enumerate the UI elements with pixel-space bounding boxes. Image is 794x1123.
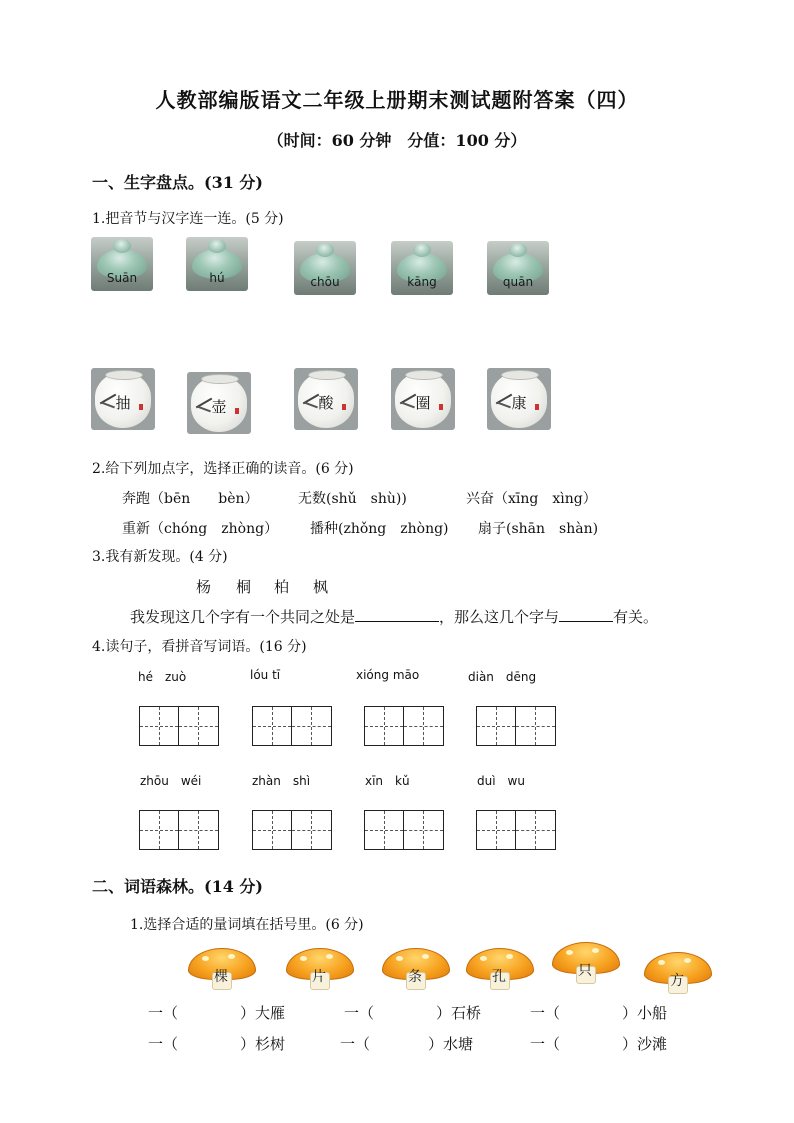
reading-choice[interactable]: 兴奋（xīng xìng） bbox=[466, 491, 597, 507]
jar-card[interactable] bbox=[294, 368, 358, 430]
lid-knob bbox=[316, 243, 334, 257]
q1-label: 1.把音节与汉字连一连。(5 分) bbox=[92, 211, 284, 227]
grid-cell[interactable] bbox=[365, 811, 404, 849]
q3-char: 桐 bbox=[236, 578, 252, 596]
q3-char: 杨 bbox=[196, 578, 212, 596]
q3-label: 3.我有新发现。(4 分) bbox=[92, 549, 228, 565]
reading-choice[interactable]: 重新（chóng zhòng） bbox=[122, 521, 279, 537]
section2-heading: 二、词语森林。(14 分) bbox=[92, 877, 263, 896]
measure-word: 条 bbox=[408, 969, 422, 985]
lid-pinyin: kāng bbox=[407, 275, 437, 289]
pinyin-prompt: duì wu bbox=[477, 774, 525, 788]
q2-label: 2.给下列加点字，选择正确的读音。(6 分) bbox=[92, 461, 354, 477]
grid-cell[interactable] bbox=[179, 707, 218, 745]
fill-item bbox=[530, 1033, 667, 1054]
fill-prefix: 一（ bbox=[530, 1004, 561, 1022]
measure-word: 片 bbox=[312, 969, 326, 985]
q3-char: 柏 bbox=[274, 578, 290, 596]
fill-suffix: ）沙滩 bbox=[622, 1035, 668, 1053]
jar-character: 康 bbox=[511, 394, 527, 412]
measure-word-mushroom[interactable] bbox=[466, 948, 532, 990]
grid-cell[interactable] bbox=[179, 811, 218, 849]
measure-word: 方 bbox=[670, 973, 684, 989]
page-title: 人教部编版语文二年级上册期末测试题附答案（四） bbox=[155, 88, 639, 112]
q3-sentence-part: 有关。 bbox=[613, 608, 659, 626]
measure-word-mushroom[interactable] bbox=[286, 948, 352, 990]
lid-knob bbox=[413, 243, 431, 257]
writing-grid[interactable] bbox=[476, 706, 556, 746]
fill-suffix: ）杉树 bbox=[240, 1035, 286, 1053]
fill-suffix: ）大雁 bbox=[240, 1004, 286, 1022]
fill-prefix: 一（ bbox=[340, 1035, 371, 1053]
grid-cell[interactable] bbox=[477, 811, 516, 849]
grid-cell[interactable] bbox=[516, 811, 555, 849]
writing-grid[interactable] bbox=[476, 810, 556, 850]
writing-grid[interactable] bbox=[252, 706, 332, 746]
q3-answer-blank[interactable] bbox=[559, 607, 613, 622]
pinyin-prompt: diàn dēng bbox=[468, 670, 537, 684]
writing-grid[interactable] bbox=[139, 810, 219, 850]
fill-prefix: 一（ bbox=[344, 1004, 375, 1022]
grid-cell[interactable] bbox=[404, 811, 443, 849]
q3-sentence-part: ，那么这几个字与 bbox=[439, 608, 560, 626]
reading-choice[interactable]: 扇子(shān shàn) bbox=[478, 521, 599, 537]
reading-choice[interactable]: 奔跑（bēn bèn） bbox=[122, 491, 259, 507]
measure-word-mushroom[interactable] bbox=[552, 942, 618, 984]
lid-card[interactable] bbox=[487, 241, 549, 295]
fill-item bbox=[344, 1002, 481, 1023]
jar-character: 酸 bbox=[318, 394, 334, 412]
fill-suffix: ）石桥 bbox=[436, 1004, 482, 1022]
lid-card[interactable] bbox=[294, 241, 356, 295]
q3-sentence-part: 我发现这几个字有一个共同之处是 bbox=[130, 608, 356, 626]
fill-suffix: ）小船 bbox=[622, 1004, 668, 1022]
lid-knob bbox=[113, 239, 131, 253]
writing-grid[interactable] bbox=[252, 810, 332, 850]
pinyin-prompt: lóu tī bbox=[250, 668, 281, 682]
lid-card[interactable] bbox=[391, 241, 453, 295]
lid-knob bbox=[509, 243, 527, 257]
q3-answer-blank[interactable] bbox=[355, 607, 439, 622]
pinyin-prompt: hé zuò bbox=[138, 670, 187, 684]
measure-word: 只 bbox=[578, 963, 592, 979]
section1-heading: 一、生字盘点。(31 分) bbox=[92, 173, 263, 192]
fill-prefix: 一（ bbox=[530, 1035, 561, 1053]
q3-sentence bbox=[130, 606, 658, 627]
measure-word: 孔 bbox=[492, 969, 506, 985]
lid-pinyin: chōu bbox=[310, 275, 340, 289]
grid-cell[interactable] bbox=[404, 707, 443, 745]
grid-cell[interactable] bbox=[140, 707, 179, 745]
lid-card[interactable] bbox=[186, 237, 248, 291]
pinyin-prompt: zhōu wéi bbox=[140, 774, 202, 788]
measure-word: 棵 bbox=[214, 969, 228, 985]
jar-card[interactable] bbox=[391, 368, 455, 430]
grid-cell[interactable] bbox=[292, 811, 331, 849]
reading-choice[interactable]: 无数(shǔ shù)) bbox=[298, 491, 407, 507]
pinyin-prompt: zhàn shì bbox=[252, 774, 311, 788]
grid-cell[interactable] bbox=[253, 707, 292, 745]
fill-item bbox=[340, 1033, 473, 1054]
reading-choice[interactable]: 播种(zhǒng zhòng) bbox=[310, 521, 449, 537]
q3-char: 枫 bbox=[313, 578, 329, 596]
pinyin-prompt: xióng māo bbox=[356, 668, 420, 682]
jar-rim bbox=[201, 374, 239, 384]
grid-cell[interactable] bbox=[140, 811, 179, 849]
jar-rim bbox=[405, 370, 443, 380]
writing-grid[interactable] bbox=[364, 810, 444, 850]
s2-q1-label: 1.选择合适的量词填在括号里。(6 分) bbox=[130, 917, 364, 933]
jar-card[interactable] bbox=[487, 368, 551, 430]
fill-suffix: ）水塘 bbox=[428, 1035, 474, 1053]
grid-cell[interactable] bbox=[516, 707, 555, 745]
jar-card[interactable] bbox=[91, 368, 155, 430]
grid-cell[interactable] bbox=[365, 707, 404, 745]
lid-card[interactable] bbox=[91, 237, 153, 291]
jar-character: 抽 bbox=[115, 394, 131, 412]
measure-word-mushroom[interactable] bbox=[188, 948, 254, 990]
jar-card[interactable] bbox=[187, 372, 251, 434]
measure-word-mushroom[interactable] bbox=[644, 952, 710, 994]
grid-cell[interactable] bbox=[253, 811, 292, 849]
fill-item bbox=[148, 1033, 285, 1054]
fill-prefix: 一（ bbox=[148, 1035, 179, 1053]
lid-pinyin: Suān bbox=[106, 271, 138, 285]
lid-knob bbox=[208, 239, 226, 253]
jar-rim bbox=[501, 370, 539, 380]
pinyin-prompt: xīn kǔ bbox=[365, 774, 410, 788]
writing-grid[interactable] bbox=[364, 706, 444, 746]
jar-character: 壶 bbox=[211, 398, 227, 416]
jar-character: 圈 bbox=[415, 394, 431, 412]
measure-word-mushroom[interactable] bbox=[382, 948, 448, 990]
fill-item bbox=[530, 1002, 667, 1023]
jar-rim bbox=[105, 370, 143, 380]
grid-cell[interactable] bbox=[477, 707, 516, 745]
jar-rim bbox=[308, 370, 346, 380]
page-subtitle: （时间：60 分钟 分值：100 分） bbox=[267, 131, 527, 150]
fill-item bbox=[148, 1002, 285, 1023]
writing-grid[interactable] bbox=[139, 706, 219, 746]
fill-prefix: 一（ bbox=[148, 1004, 179, 1022]
lid-pinyin: hú bbox=[209, 271, 225, 285]
lid-pinyin: quān bbox=[502, 275, 534, 289]
q4-label: 4.读句子，看拼音写词语。(16 分) bbox=[92, 639, 307, 655]
grid-cell[interactable] bbox=[292, 707, 331, 745]
